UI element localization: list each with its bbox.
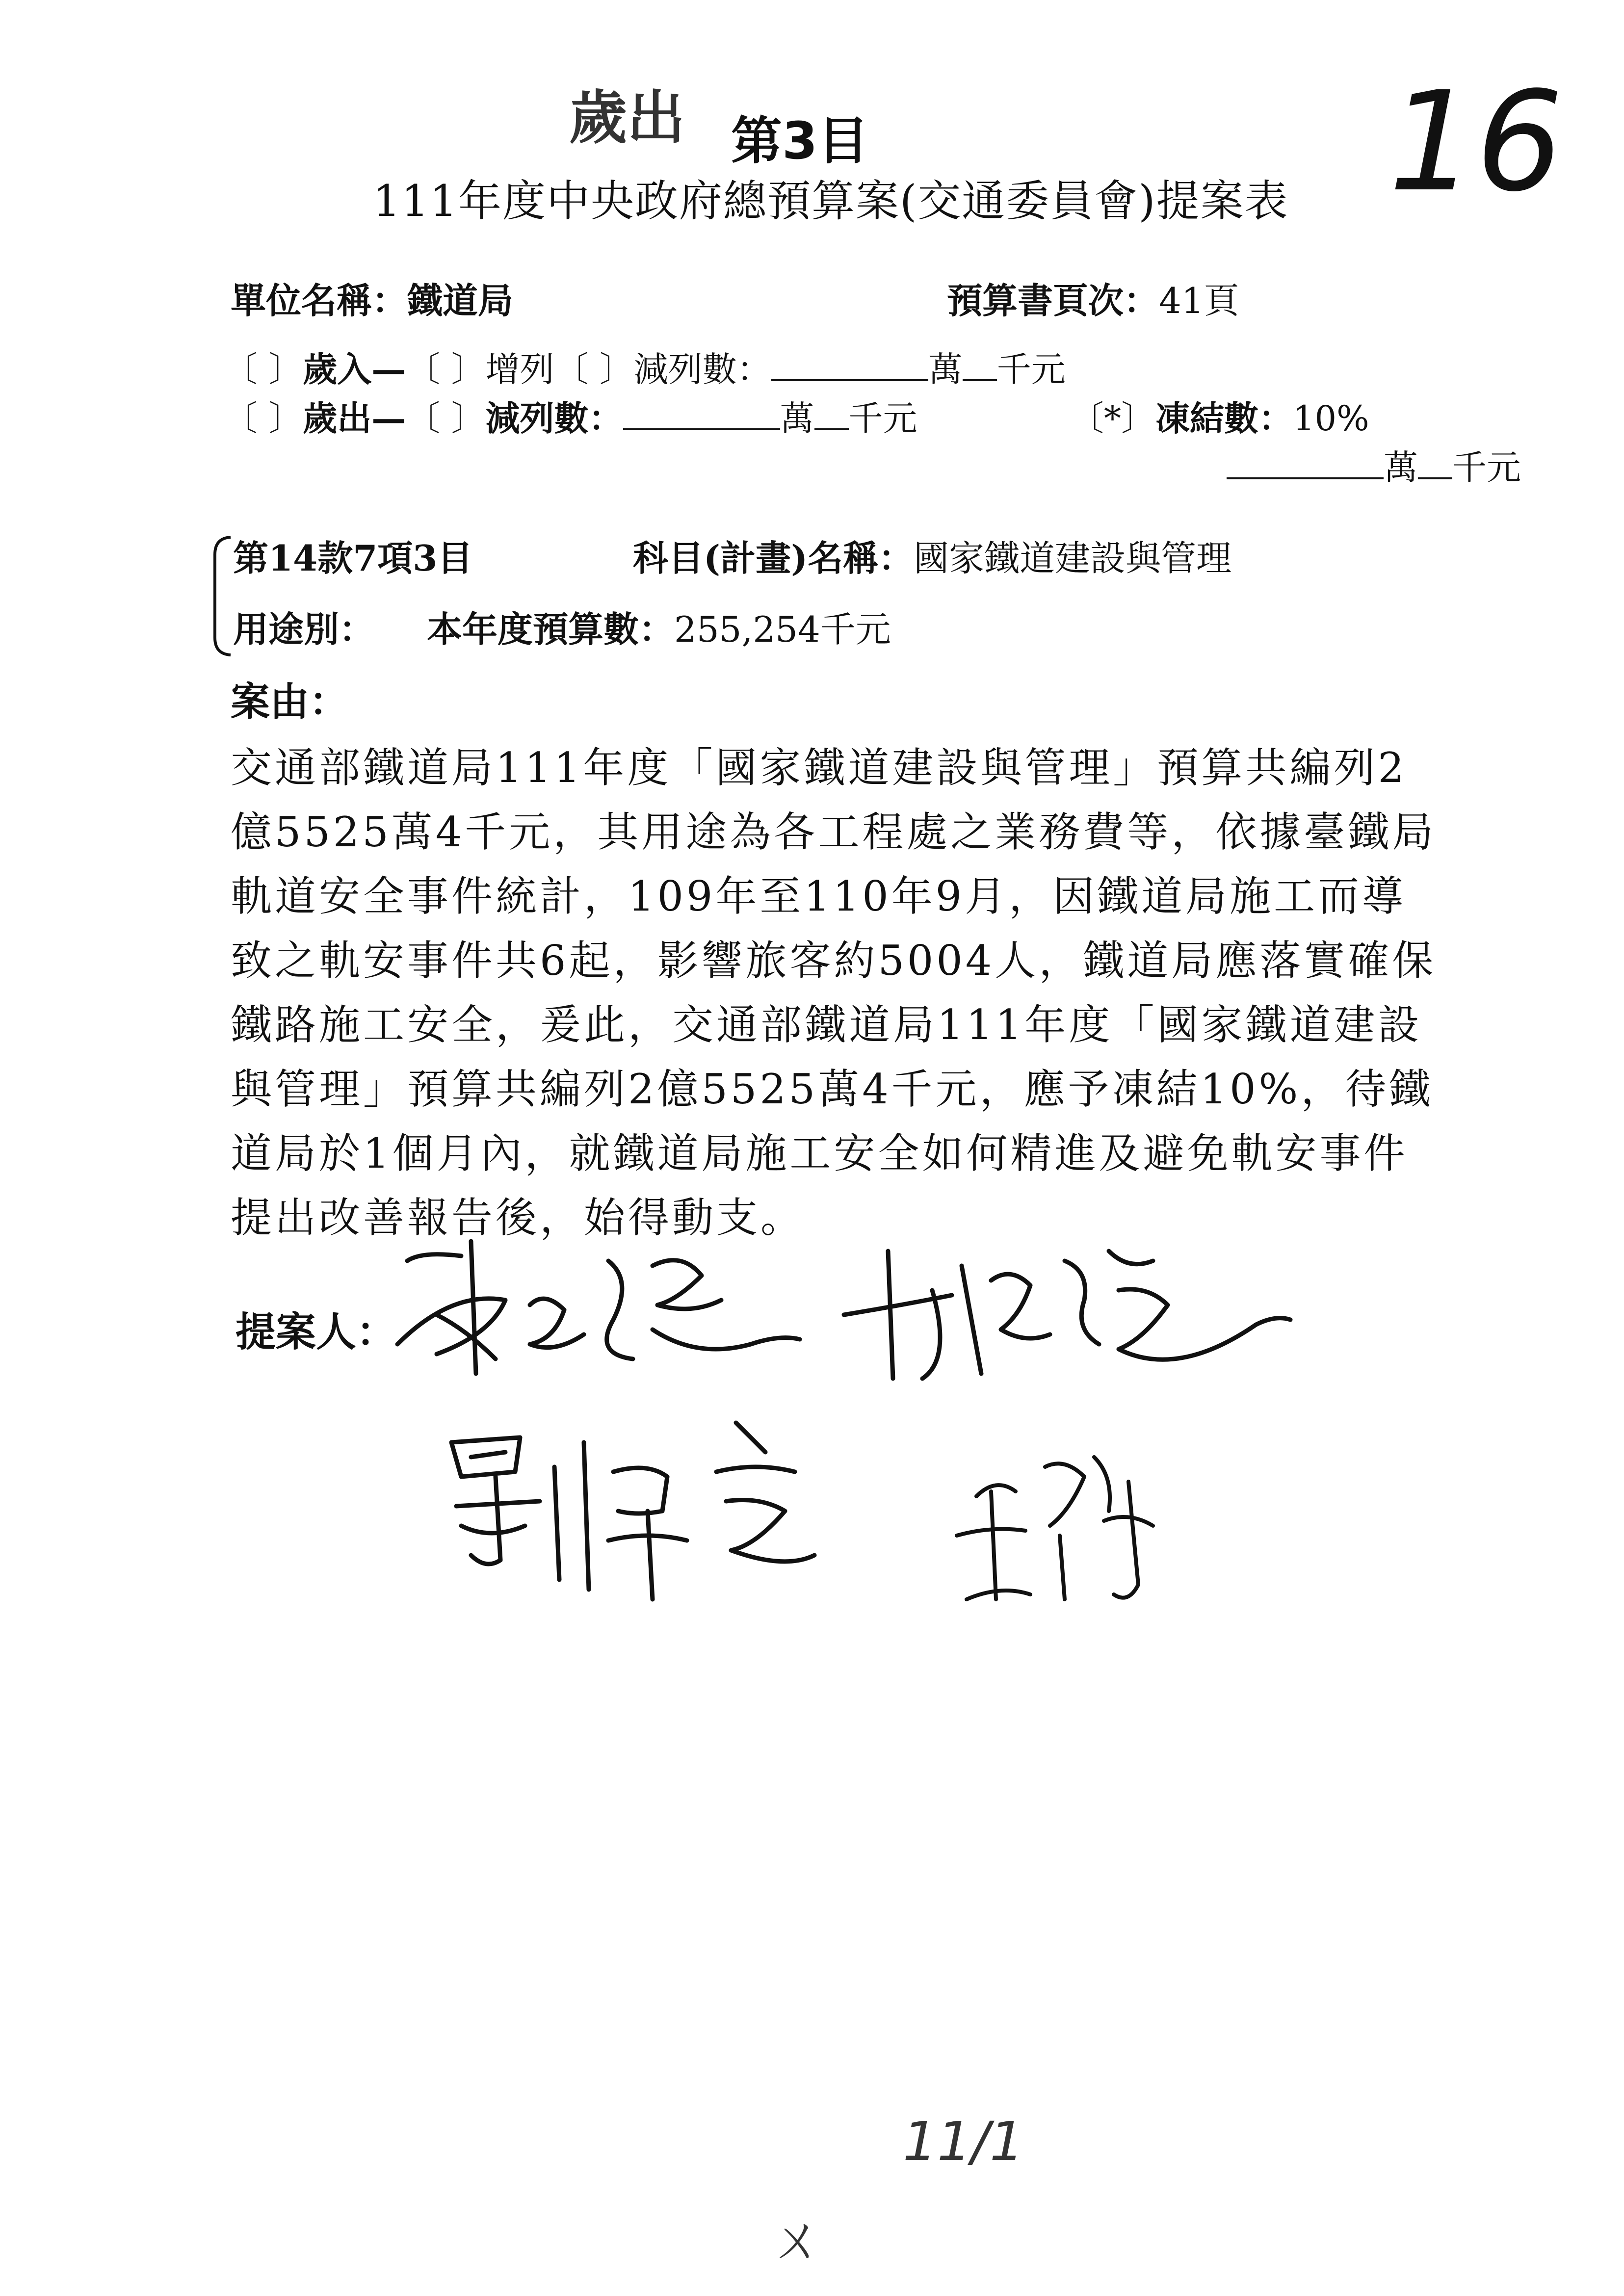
page-ref-value: 41頁 [1159,280,1239,321]
budget-value: 255,254千元 [674,609,891,650]
subject-name-label: 科目(計畫)名稱： [633,537,914,579]
subject-section: 第14款7項3目 [233,537,473,579]
footer-mark: ㄨ [770,2208,824,2271]
page-ref-label: 預算書頁次： [947,280,1159,321]
item-number: 第3目 [731,111,869,171]
revenue-checkbox[interactable]: 〔 〕 [223,349,303,390]
footer-note: 11/1 [903,2110,1024,2173]
freeze-amount-line [1227,444,1521,491]
subject-name-value: 國家鐵道建設與管理 [914,538,1232,579]
budget-line [427,606,891,653]
expenditure-wan-unit: 萬 [780,398,814,439]
expenditure-decrease-label: 減列數： [485,398,623,439]
expenditure-decrease-checkbox[interactable]: 〔 〕 [406,398,486,439]
signature-2 [834,1231,1305,1398]
page-ref-line [947,277,1239,324]
usage-label: 用途別： [233,608,375,650]
freeze-option [1070,395,1369,442]
unit-value: 鐵道局 [407,280,514,321]
revenue-options-line [223,346,1066,393]
revenue-qian-unit: 千元 [996,349,1066,390]
unit-label: 單位名稱： [231,280,408,321]
signature-4 [947,1437,1173,1624]
expenditure-checkbox[interactable]: 〔 〕 [223,398,303,439]
revenue-label: 歲入— [303,349,406,390]
unit-line [231,277,513,324]
freeze-qian-unit: 千元 [1452,447,1521,488]
usage-line [233,606,374,653]
revenue-qian-blank[interactable] [963,350,997,381]
freeze-value: 10% [1293,398,1369,439]
freeze-checkbox[interactable]: 〔*〕 [1070,398,1155,439]
freeze-label: 凍結數： [1155,398,1293,439]
signature-3 [442,1413,873,1619]
form-title: 111年度中央政府總預算案(交通委員會)提案表 [373,176,1289,226]
freeze-qian-blank[interactable] [1418,448,1452,479]
subject-bracket [206,532,236,660]
freeze-wan-unit: 萬 [1384,447,1418,488]
expenditure-label: 歲出— [303,398,406,439]
stamp-text: 歲出 [569,84,685,152]
subject-line [233,535,472,582]
reason-text: 交通部鐵道局111年度「國家鐵道建設與管理」預算共編列2億5525萬4千元，其用途為各工程處之業務費等，依據臺鐵局軌道安全事件統計，109年至110年9月，因鐵道局施工而導致之軌安事件共6起，影響旅客約5004人，鐵道局應落實確保鐵路施工安全，爰此，交通部鐵道局111年度「國家鐵道建設與管理」預算共編列2億5525萬4千元，應予凍結10%，待鐵道局於1個月內，就鐵道局施工安全如何精進及避免軌安事件提出改善報告後，始得動支。 [231,744,1437,1242]
revenue-decrease-option[interactable]: 〔 〕減列數： [554,349,771,390]
signature-1 [378,1231,810,1388]
budget-label: 本年度預算數： [427,608,675,650]
reason-label: 案由： [231,678,348,725]
revenue-wan-blank[interactable] [771,350,928,381]
reason-body [231,736,1442,1250]
revenue-increase-option[interactable]: 〔 〕增列 [406,349,554,390]
expenditure-wan-blank[interactable] [623,399,780,430]
page-number: 16 [1388,62,1564,222]
expenditure-qian-blank[interactable] [814,399,849,430]
expenditure-qian-unit: 千元 [848,398,917,439]
freeze-wan-blank[interactable] [1227,448,1384,479]
subject-name-line [633,535,1231,582]
revenue-wan-unit: 萬 [928,349,963,390]
proposer-label: 提案人： [236,1308,397,1356]
expenditure-options-line [223,395,917,442]
